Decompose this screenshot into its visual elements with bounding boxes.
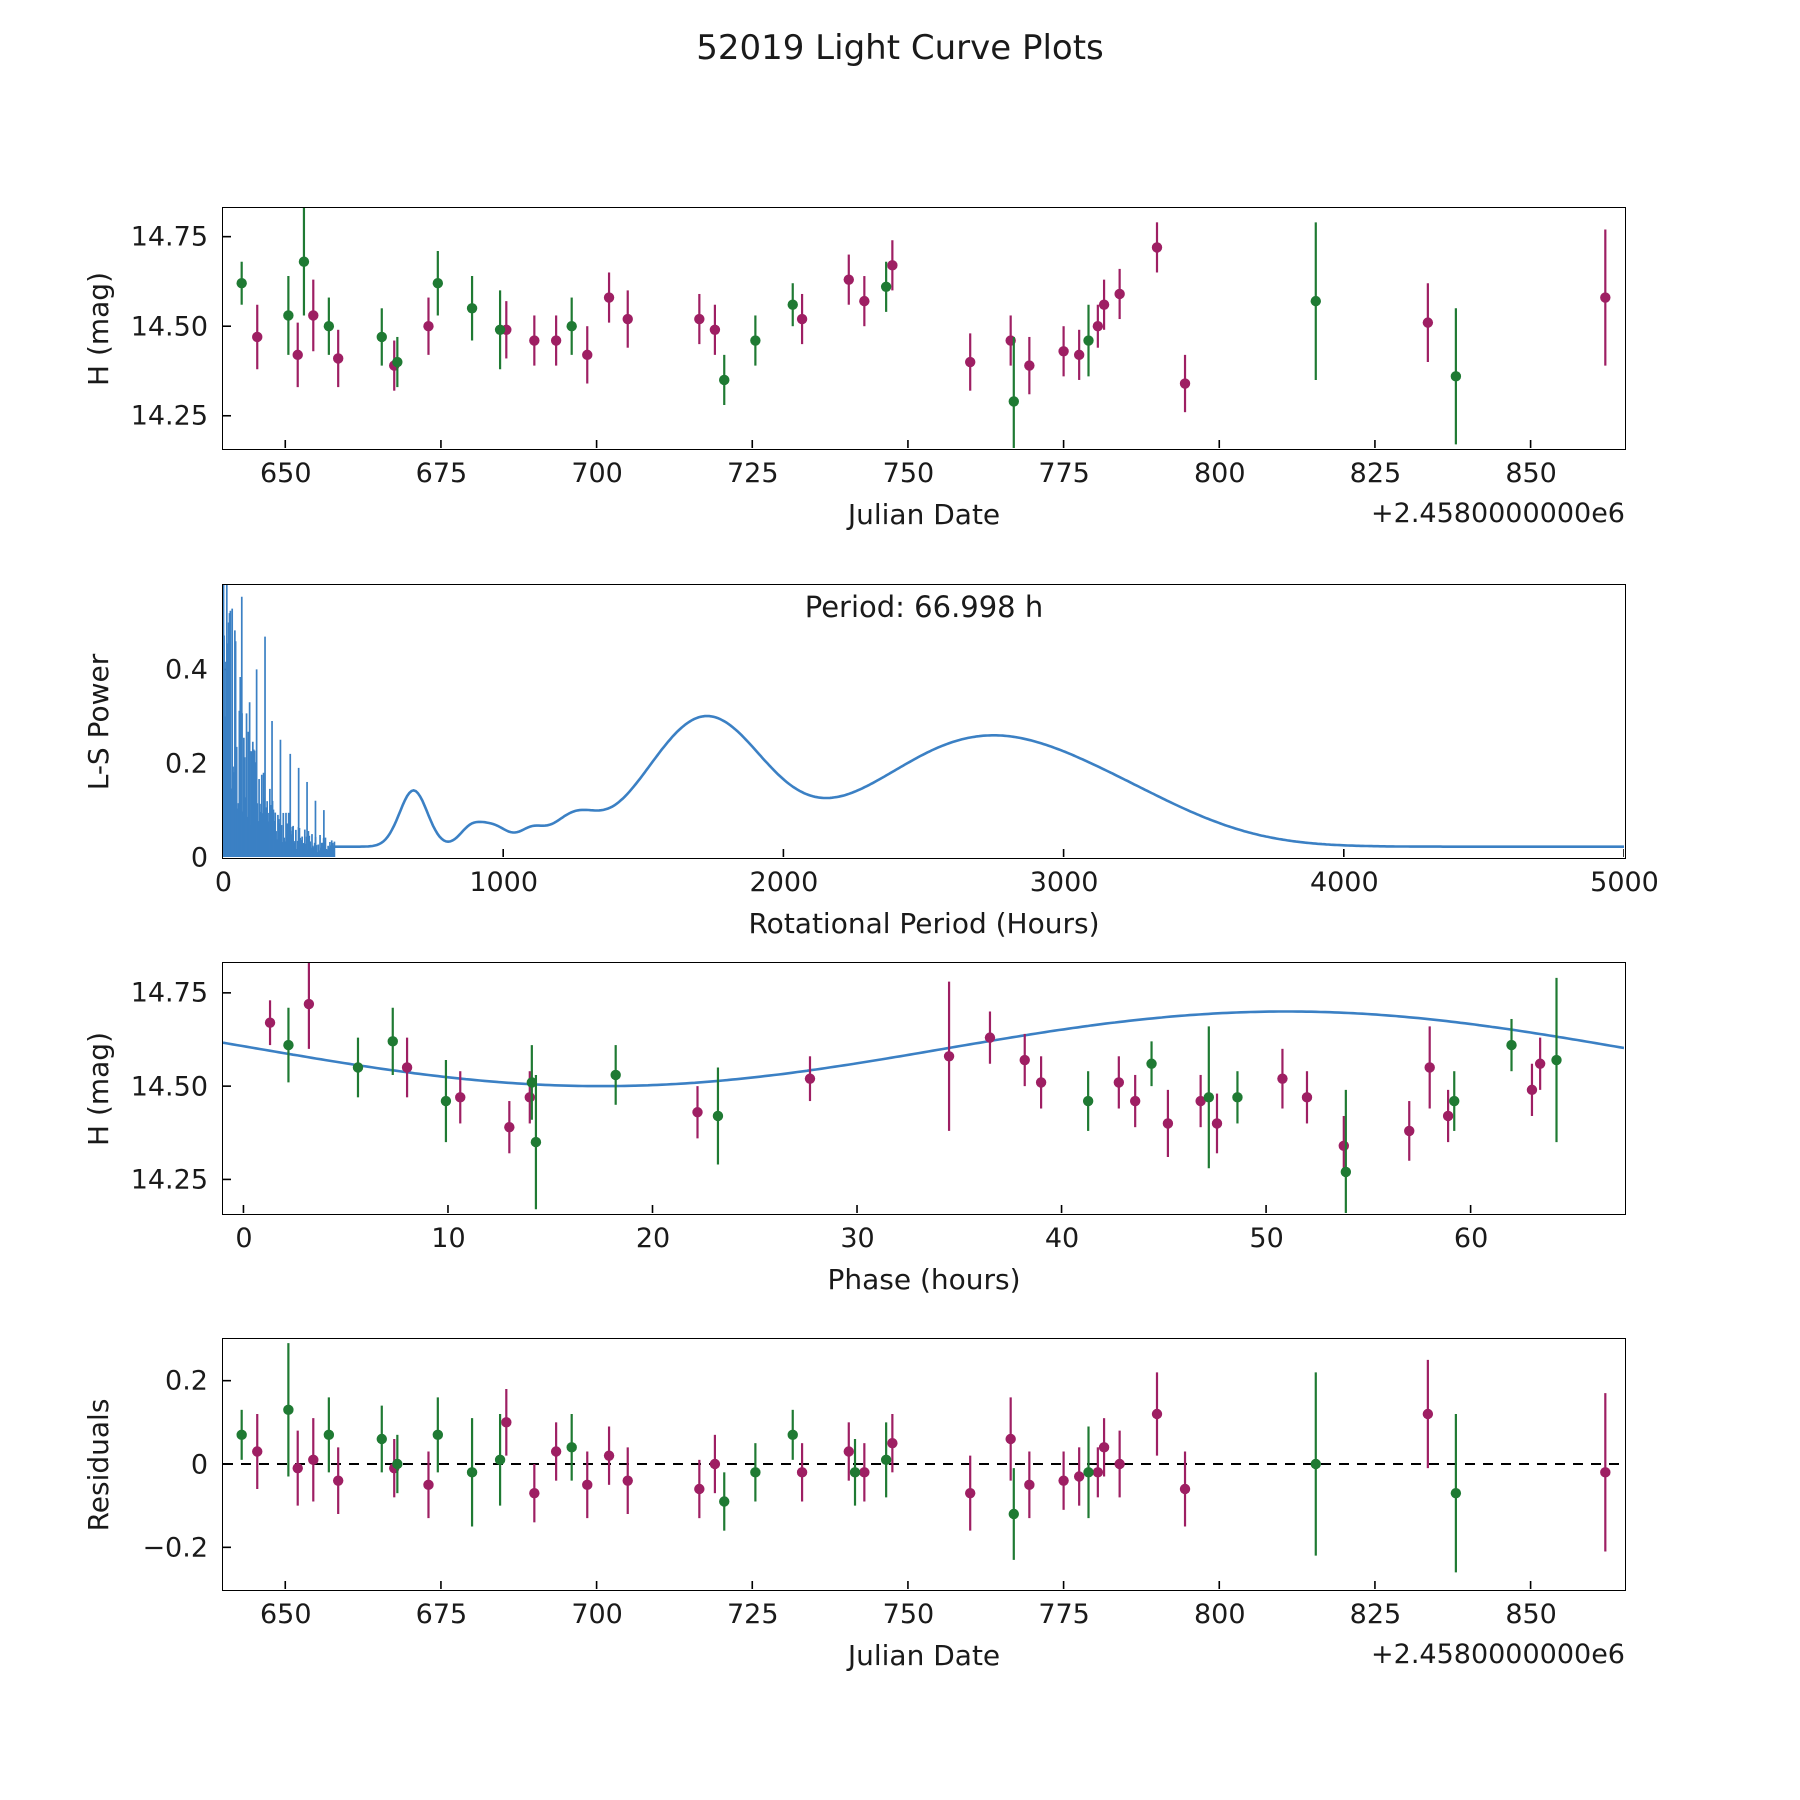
x-axis-label-phase-folded: Phase (hours) bbox=[827, 1263, 1021, 1296]
x-tick-label: 10 bbox=[431, 1223, 466, 1254]
x-axis-label-lightcurve: Julian Date bbox=[847, 498, 1001, 531]
y-tick-label: −0.2 bbox=[142, 1532, 208, 1564]
plot-panel-residuals bbox=[222, 1338, 1626, 1591]
figure-title: 52019 Light Curve Plots bbox=[696, 28, 1104, 68]
x-tick-label: 725 bbox=[726, 458, 779, 489]
y-tick-label: 14.25 bbox=[130, 400, 208, 432]
x-tick-label: 675 bbox=[415, 1599, 468, 1630]
y-tick-label: 0.2 bbox=[165, 748, 208, 780]
x-tick-label: 850 bbox=[1505, 1599, 1557, 1630]
plot-panel-lightcurve bbox=[222, 207, 1626, 450]
y-axis-label-periodogram: L-S Power bbox=[82, 653, 115, 790]
x-axis-offset-label: +2.4580000000e6 bbox=[1371, 1639, 1625, 1670]
x-tick-label: 825 bbox=[1349, 1599, 1402, 1630]
x-tick-label: 700 bbox=[571, 458, 623, 489]
series-filter-1 bbox=[265, 963, 1546, 1176]
x-tick-label: 50 bbox=[1249, 1223, 1284, 1254]
y-tick-label: 14.25 bbox=[130, 1164, 208, 1196]
panel-annotation-periodogram: Period: 66.998 h bbox=[804, 590, 1044, 624]
series-filter-1 bbox=[252, 1360, 1610, 1552]
x-tick-label: 20 bbox=[635, 1223, 671, 1254]
x-tick-label: 825 bbox=[1349, 458, 1402, 489]
y-tick-label: 14.50 bbox=[130, 1071, 208, 1103]
x-tick-label: 750 bbox=[882, 458, 935, 489]
x-tick-label: 40 bbox=[1044, 1223, 1080, 1254]
x-axis-label-periodogram: Rotational Period (Hours) bbox=[748, 907, 1100, 940]
y-tick-label: 0.2 bbox=[165, 1365, 208, 1397]
y-tick-label: 14.75 bbox=[130, 221, 208, 253]
series-filter-2 bbox=[236, 208, 1461, 448]
x-tick-label: 725 bbox=[726, 1599, 779, 1630]
x-tick-label: 4000 bbox=[1309, 867, 1379, 898]
x-tick-label: 0 bbox=[235, 1223, 253, 1254]
y-axis-label-residuals: Residuals bbox=[82, 1398, 115, 1531]
y-axis-label-lightcurve: H (mag) bbox=[82, 271, 115, 386]
x-tick-label: 675 bbox=[415, 458, 468, 489]
plot-panel-periodogram bbox=[222, 584, 1626, 859]
y-tick-label: 0.4 bbox=[165, 654, 208, 686]
x-tick-label: 800 bbox=[1193, 1599, 1246, 1630]
x-tick-label: 60 bbox=[1453, 1223, 1489, 1254]
x-tick-label: 3000 bbox=[1029, 867, 1099, 898]
plot-panel-phase-folded bbox=[222, 962, 1626, 1215]
x-tick-label: 775 bbox=[1038, 1599, 1090, 1630]
x-tick-label: 750 bbox=[882, 1599, 935, 1630]
x-tick-label: 775 bbox=[1038, 458, 1090, 489]
y-tick-label: 14.75 bbox=[130, 977, 208, 1009]
x-tick-label: 650 bbox=[259, 1599, 312, 1630]
y-axis-label-phase-folded: H (mag) bbox=[82, 1031, 115, 1146]
y-tick-label: 14.50 bbox=[130, 311, 208, 343]
x-tick-label: 30 bbox=[840, 1223, 875, 1254]
x-tick-label: 700 bbox=[571, 1599, 623, 1630]
x-tick-label: 1000 bbox=[469, 867, 539, 898]
x-tick-label: 2000 bbox=[749, 867, 819, 898]
x-tick-label: 650 bbox=[259, 458, 312, 489]
x-tick-label: 5000 bbox=[1590, 867, 1659, 898]
y-tick-label: 0 bbox=[190, 842, 208, 873]
x-tick-label: 0 bbox=[214, 867, 233, 898]
x-tick-label: 850 bbox=[1505, 458, 1557, 489]
series-filter-1 bbox=[252, 222, 1610, 412]
x-axis-offset-label: +2.4580000000e6 bbox=[1371, 498, 1625, 529]
y-tick-label: 0 bbox=[190, 1449, 208, 1480]
x-axis-label-residuals: Julian Date bbox=[847, 1639, 1001, 1672]
x-tick-label: 800 bbox=[1193, 458, 1246, 489]
